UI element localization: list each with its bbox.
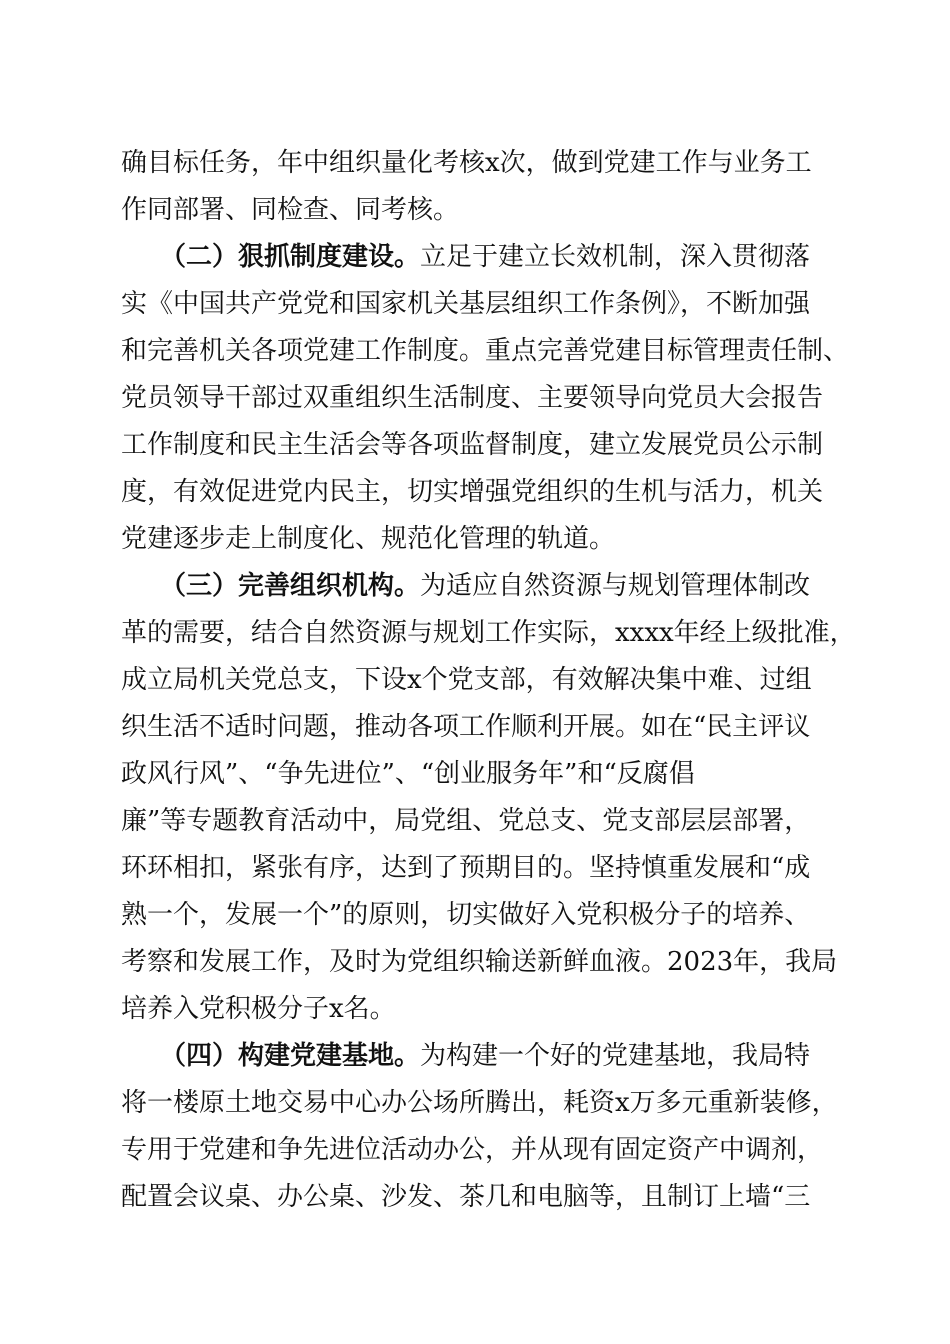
section-heading: （二）狠抓制度建设。 xyxy=(160,242,421,272)
text-line: 培养入党积极分子x名。 xyxy=(121,994,396,1024)
text-line: 工作制度和民主生活会等各项监督制度，建立发展党员公示制 xyxy=(121,430,824,460)
text-line: 环环相扣，紧张有序，达到了预期目的。坚持慎重发展和“成 xyxy=(121,853,811,883)
paragraph-3-first-line xyxy=(160,569,810,603)
text-line: 立足于建立长效机制，深入贯彻落 xyxy=(420,242,811,272)
text-line: 廉”等专题教育活动中，局党组、党总支、党支部层层部署， xyxy=(121,806,811,836)
text-line: 度，有效促进党内民主，切实增强党组织的生机与活力，机关 xyxy=(121,477,824,507)
text-line: 政风行风”、“争先进位”、“创业服务年”和“反腐倡 xyxy=(121,759,695,789)
section-heading: （三）完善组织机构。 xyxy=(160,571,421,601)
text-line: 熟一个，发展一个”的原则，切实做好入党积极分子的培养、 xyxy=(121,900,811,930)
text-line: 实《中国共产党党和国家机关基层组织工作条例》，不断加强 xyxy=(121,289,811,319)
text-line: 成立局机关党总支，下设x个党支部，有效解决集中难、过组 xyxy=(121,665,812,695)
text-line: 确目标任务，年中组织量化考核x次，做到党建工作与业务工 xyxy=(121,148,812,178)
text-line: 为适应自然资源与规划管理体制改 xyxy=(420,571,811,601)
text-line: 革的需要，结合自然资源与规划工作实际，xxxx年经上级批准， xyxy=(121,618,856,648)
text-line: 配置会议桌、办公桌、沙发、茶几和电脑等，且制订上墙“三 xyxy=(121,1182,811,1212)
text-line: 作同部署、同检查、同考核。 xyxy=(121,195,460,225)
text-line: 和完善机关各项党建工作制度。重点完善党建目标管理责任制、 xyxy=(121,336,850,366)
text-line: 党建逐步走上制度化、规范化管理的轨道。 xyxy=(121,524,616,554)
text-line: 为构建一个好的党建基地，我局特 xyxy=(420,1041,811,1071)
text-line: 考察和发展工作，及时为党组织输送新鲜血液。2023年，我局 xyxy=(121,947,838,977)
section-heading: （四）构建党建基地。 xyxy=(160,1041,421,1071)
text-line: 织生活不适时问题，推动各项工作顺利开展。如在“民主评议 xyxy=(121,712,811,742)
text-line: 将一楼原土地交易中心办公场所腾出，耗资x万多元重新装修， xyxy=(121,1088,838,1118)
text-line: 专用于党建和争先进位活动办公，并从现有固定资产中调剂， xyxy=(121,1135,824,1165)
paragraph-4-first-line xyxy=(160,1039,810,1073)
paragraph-2-first-line xyxy=(160,240,810,274)
text-line: 党员领导干部过双重组织生活制度、主要领导向党员大会报告 xyxy=(121,383,824,413)
